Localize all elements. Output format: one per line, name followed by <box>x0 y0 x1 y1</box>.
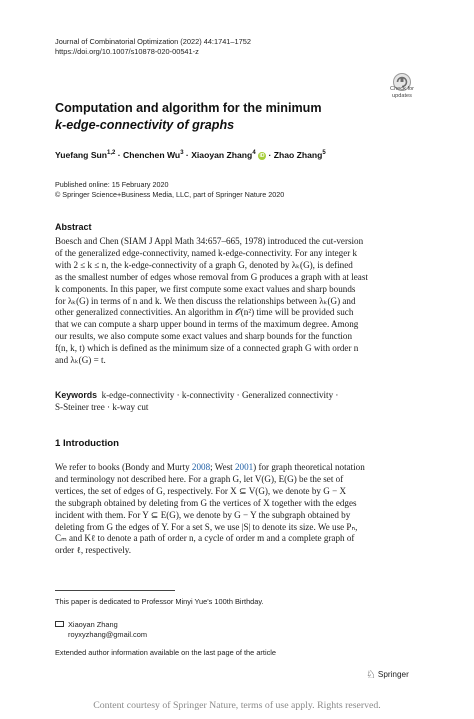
section-heading-introduction: 1 Introduction <box>55 438 119 449</box>
contact-email[interactable]: royxyzhang@gmail.com <box>68 630 147 639</box>
keywords-line-2: S-Steiner tree · k-way cut <box>55 401 149 412</box>
keywords <box>55 390 419 414</box>
journal-header <box>55 37 251 57</box>
intro-line: and terminology not described here. For a graph G, let V(G), E(G) be the set of <box>55 473 344 484</box>
abstract-line: k components. In this paper, we first compute some exact values and sharp bounds <box>55 283 356 294</box>
title-line-1: Computation and algorithm for the minimum <box>55 101 322 115</box>
abstract-line: for λₖ(G) in terms of n and k. We then discuss the relationships between λₖ(G) and <box>55 295 356 306</box>
dedication-note: This paper is dedicated to Professor Minyi Yue's 100th Birthday. <box>55 597 264 606</box>
citation-link[interactable]: 2001 <box>234 462 254 472</box>
abstract-line: that we can compute a sharp upper bound in terms of the maximum degree. Among <box>55 319 359 330</box>
published-date: Published online: 15 February 2020 <box>55 180 169 189</box>
affiliation-marker: 3 <box>180 150 184 157</box>
title-line-2: k-edge-connectivity of graphs <box>55 118 235 132</box>
intro-line: Cₘ and Kℓ to denote a path of order n, a cycle of order m and a complete graph of <box>55 533 355 544</box>
courtesy-watermark: Content courtesy of Springer Nature, terms of use apply. Rights reserved. <box>93 700 381 711</box>
abstract-line: Boesch and Chen (SIAM J Appl Math 34:657–665, 1978) introduced the cut-version <box>55 236 364 246</box>
abstract-line: our results, we also compute some exact values and sharp bounds for the function <box>55 331 352 342</box>
intro-text: We refer to books (Bondy and Murty <box>55 462 192 472</box>
affiliation-marker: 1,2 <box>107 150 116 157</box>
footnote-divider <box>55 590 175 591</box>
abstract-line: and λₖ(G) = t. <box>55 355 106 366</box>
abstract-body <box>55 236 419 367</box>
abstract-line: of the generalized edge-connectivity, named k-edge-connectivity. For any integer k <box>55 247 358 258</box>
abstract-line: as the smallest number of edges whose removal from G produces a graph with at least <box>55 271 368 282</box>
article-title <box>55 100 385 134</box>
contact-name: Xiaoyan Zhang <box>68 620 118 629</box>
author-separator: · <box>268 150 272 160</box>
author-separator: · <box>117 150 121 160</box>
check-for-updates-label[interactable]: Check for updates <box>390 86 414 99</box>
intro-line: incident with them. For Y ⊆ E(G), we denote by G − Y the subgraph obtained by <box>55 509 351 520</box>
author-list <box>55 150 326 160</box>
author-name[interactable]: Chenchen Wu <box>123 150 181 160</box>
citation-link[interactable]: 2008 <box>191 462 211 472</box>
intro-line: deleting from G the edges of Y. For a set S, we use |S| to denote its size. We use Pₙ, <box>55 521 358 532</box>
extended-author-info: Extended author information available on the last page of the article <box>55 648 277 657</box>
intro-text: ; West <box>210 462 235 472</box>
author-name[interactable]: Zhao Zhang <box>273 150 323 160</box>
keywords-line-1: k-edge-connectivity · k-connectivity · Generalized connectivity · <box>101 390 339 400</box>
publication-info <box>55 180 284 200</box>
springer-horse-icon: ♘ <box>366 669 376 681</box>
intro-line: vertices, the set of edges of G, respectively. For X ⊆ V(G), we denote by G − X <box>55 485 347 496</box>
doi-link[interactable]: https://doi.org/10.1007/s10878-020-00541-z <box>55 47 199 56</box>
author-name[interactable]: Xiaoyan Zhang <box>191 150 253 160</box>
orcid-icon[interactable]: iD <box>259 153 265 159</box>
abstract-line: with 2 ≤ k ≤ n, the k-edge-connectivity of a graph G, denoted by λₖ(G), is defined <box>55 259 353 270</box>
author-separator: · <box>185 150 189 160</box>
copyright-line: © Springer Science+Business Media, LLC, part of Springer Nature 2020 <box>55 190 285 199</box>
journal-citation: Journal of Combinatorial Optimization (2022) 44:1741–1752 <box>55 37 251 46</box>
introduction-body <box>55 462 419 557</box>
intro-line: order ℓ, respectively. <box>55 545 131 556</box>
envelope-icon <box>55 621 64 627</box>
corresponding-author <box>55 620 147 640</box>
springer-logo <box>366 668 409 681</box>
affiliation-marker: 5 <box>322 150 326 157</box>
intro-text: ) for graph theoretical notation <box>253 462 365 472</box>
affiliation-marker: 4 <box>252 150 256 157</box>
publisher-name: Springer <box>377 670 409 679</box>
intro-line: the subgraph obtained by deleting from G the vertices of X together with the edges <box>55 497 357 508</box>
keywords-label: Keywords <box>55 390 98 400</box>
abstract-heading: Abstract <box>55 222 92 232</box>
abstract-line: f(n, k, t) which is defined as the minimum size of a connected graph G with order n <box>55 343 359 354</box>
author-name[interactable]: Yuefang Sun <box>55 150 108 160</box>
intro-line <box>55 462 419 474</box>
abstract-line: other generalized connectivities. An algorithm in 𝒪(n²) time will be provided such <box>55 307 354 318</box>
